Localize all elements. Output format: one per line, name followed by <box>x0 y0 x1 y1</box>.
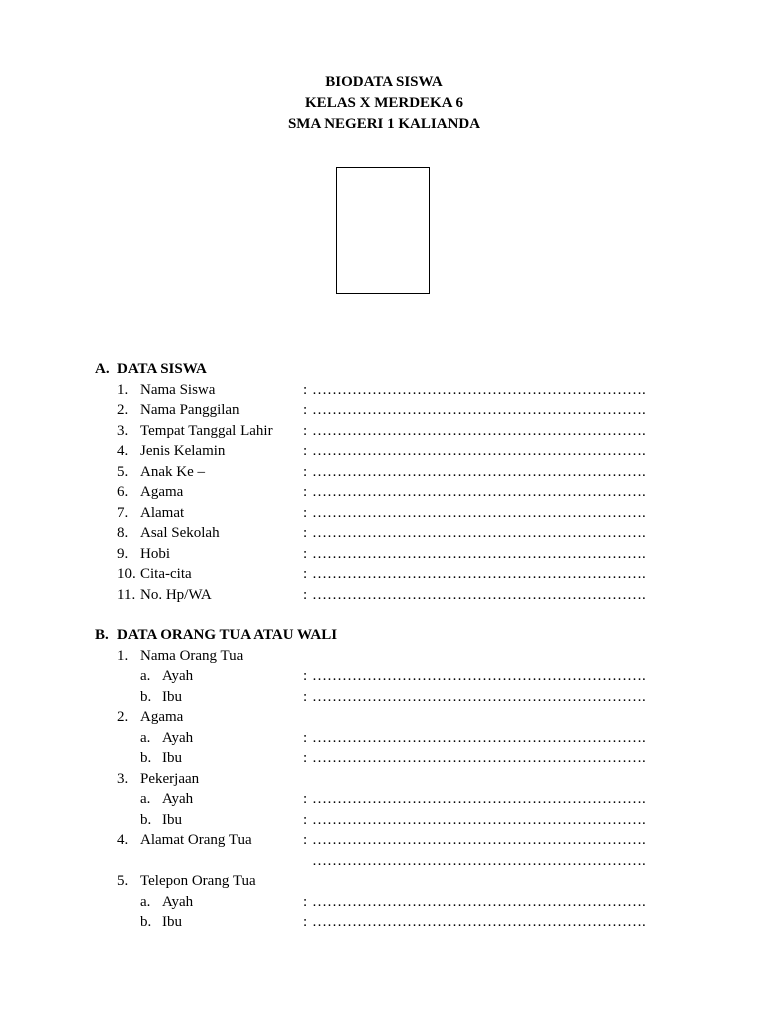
field-colon: : <box>303 422 308 439</box>
field-row <box>95 441 655 462</box>
item-number: 4. <box>117 443 129 459</box>
field-row <box>95 523 655 544</box>
field-label: Tempat Tanggal Lahir <box>140 422 273 439</box>
item-number: 5. <box>117 463 129 480</box>
fill-line-continuation[interactable]: …………………………………………………………. <box>312 852 646 869</box>
item-number: 3. <box>117 770 129 787</box>
field-label: Cita-cita <box>140 566 192 582</box>
sub-label: Ibu <box>162 914 182 930</box>
sub-label: Ayah <box>162 893 194 910</box>
field-colon: : <box>303 688 308 705</box>
group-row <box>95 871 655 892</box>
group-label: Nama Orang Tua <box>140 647 244 664</box>
fill-line[interactable]: …………………………………………………………. <box>312 402 646 418</box>
field-colon: : <box>303 832 308 848</box>
section-a-title: DATA SISWA <box>117 361 207 377</box>
field-colon: : <box>303 668 308 684</box>
field-continuation-row <box>95 851 655 872</box>
field-row <box>95 462 655 483</box>
field-row <box>95 585 655 606</box>
field-colon: : <box>303 484 308 500</box>
fill-line[interactable]: …………………………………………………………. <box>312 914 646 930</box>
fill-line[interactable]: …………………………………………………………. <box>312 381 646 398</box>
sub-field-row <box>95 687 655 708</box>
fill-line[interactable]: …………………………………………………………. <box>312 668 646 684</box>
header-class: KELAS X MERDEKA 6 <box>305 95 463 111</box>
group-row <box>95 707 655 728</box>
item-number: 5. <box>117 873 129 889</box>
section-data-siswa <box>95 359 655 605</box>
field-row <box>95 482 655 503</box>
group-label: Agama <box>140 709 184 725</box>
item-number: 1. <box>117 647 129 664</box>
item-number: 9. <box>117 545 129 562</box>
sub-label: Ibu <box>162 688 182 705</box>
section-a-heading <box>95 359 655 380</box>
item-number: 8. <box>117 525 129 541</box>
field-colon: : <box>303 791 308 807</box>
field-colon: : <box>303 729 308 746</box>
item-number: 4. <box>117 832 129 848</box>
field-row <box>95 503 655 524</box>
field-label: Alamat <box>140 504 185 521</box>
section-b-title: DATA ORANG TUA ATAU WALI <box>117 627 338 643</box>
sub-label: Ibu <box>162 750 182 766</box>
field-colon: : <box>303 811 308 828</box>
fill-line[interactable]: …………………………………………………………. <box>312 688 646 705</box>
sub-letter: b. <box>140 811 152 828</box>
item-number: 11. <box>117 586 136 603</box>
field-colon: : <box>303 750 308 766</box>
field-row <box>95 380 655 401</box>
field-colon: : <box>303 914 308 930</box>
field-label: Asal Sekolah <box>140 525 220 541</box>
sub-letter: a. <box>140 893 151 910</box>
fill-line[interactable]: …………………………………………………………. <box>312 443 646 459</box>
photo-box <box>336 167 430 294</box>
fill-line[interactable]: …………………………………………………………. <box>312 545 646 562</box>
sub-field-row <box>95 912 655 933</box>
field-label: Nama Siswa <box>140 381 216 398</box>
fill-line[interactable]: …………………………………………………………. <box>312 832 646 848</box>
group-label: Pekerjaan <box>140 770 200 787</box>
sub-field-row <box>95 789 655 810</box>
field-colon: : <box>303 545 308 562</box>
sub-letter: b. <box>140 750 152 766</box>
fill-line[interactable]: …………………………………………………………. <box>312 463 646 480</box>
fill-line[interactable]: …………………………………………………………. <box>312 525 646 541</box>
sub-letter: b. <box>140 688 152 705</box>
group-row <box>95 769 655 790</box>
sub-letter: b. <box>140 914 152 930</box>
field-colon: : <box>303 504 308 521</box>
field-label: Agama <box>140 484 184 500</box>
field-row <box>95 564 655 585</box>
fill-line[interactable]: …………………………………………………………. <box>312 750 646 766</box>
field-label: Hobi <box>140 545 170 562</box>
group-row <box>95 646 655 667</box>
sub-field-row <box>95 666 655 687</box>
field-label: Anak Ke – <box>140 463 205 480</box>
item-number: 6. <box>117 484 129 500</box>
section-b-heading <box>95 625 655 646</box>
fill-line[interactable]: …………………………………………………………. <box>312 729 646 746</box>
field-colon: : <box>303 463 308 480</box>
fill-line[interactable]: …………………………………………………………. <box>312 484 646 500</box>
field-colon: : <box>303 381 308 398</box>
sub-letter: a. <box>140 729 151 746</box>
field-label: No. Hp/WA <box>140 586 212 603</box>
item-number: 2. <box>117 402 129 418</box>
field-colon: : <box>303 443 308 459</box>
sub-field-row <box>95 748 655 769</box>
sub-label: Ayah <box>162 729 194 746</box>
header-school: SMA NEGERI 1 KALIANDA <box>287 116 481 132</box>
field-label: Jenis Kelamin <box>140 443 226 459</box>
field-colon: : <box>303 402 308 418</box>
field-row <box>95 421 655 442</box>
sub-label: Ayah <box>162 668 194 684</box>
field-label: Nama Panggilan <box>140 402 240 418</box>
field-label: Alamat Orang Tua <box>140 832 252 848</box>
item-number: 2. <box>117 709 129 725</box>
field-row <box>95 544 655 565</box>
item-number: 7. <box>117 504 129 521</box>
sub-field-row <box>95 728 655 749</box>
sub-field-row <box>95 810 655 831</box>
fill-line[interactable]: …………………………………………………………. <box>312 791 646 807</box>
field-colon: : <box>303 566 308 582</box>
group-label: Telepon Orang Tua <box>140 873 256 889</box>
sub-letter: a. <box>140 668 151 684</box>
section-a-letter: A. <box>95 361 110 377</box>
field-colon: : <box>303 893 308 910</box>
fill-line[interactable]: …………………………………………………………. <box>312 893 646 910</box>
field-row <box>95 830 655 851</box>
header-title: BIODATA SISWA <box>325 74 443 90</box>
section-data-orang-tua <box>95 625 655 933</box>
fill-line[interactable]: …………………………………………………………. <box>312 566 646 582</box>
item-number: 10. <box>117 566 136 582</box>
field-colon: : <box>303 586 308 603</box>
fill-line[interactable]: …………………………………………………………. <box>312 504 646 521</box>
section-b-letter: B. <box>95 627 109 643</box>
sub-label: Ibu <box>162 811 182 828</box>
item-number: 1. <box>117 381 129 398</box>
item-number: 3. <box>117 422 129 439</box>
sub-label: Ayah <box>162 791 194 807</box>
field-colon: : <box>303 525 308 541</box>
field-row <box>95 400 655 421</box>
fill-line[interactable]: …………………………………………………………. <box>312 422 646 439</box>
fill-line[interactable]: …………………………………………………………. <box>312 811 646 828</box>
fill-line[interactable]: …………………………………………………………. <box>312 586 646 603</box>
document-header <box>0 72 768 135</box>
sub-letter: a. <box>140 791 151 807</box>
sub-field-row <box>95 892 655 913</box>
